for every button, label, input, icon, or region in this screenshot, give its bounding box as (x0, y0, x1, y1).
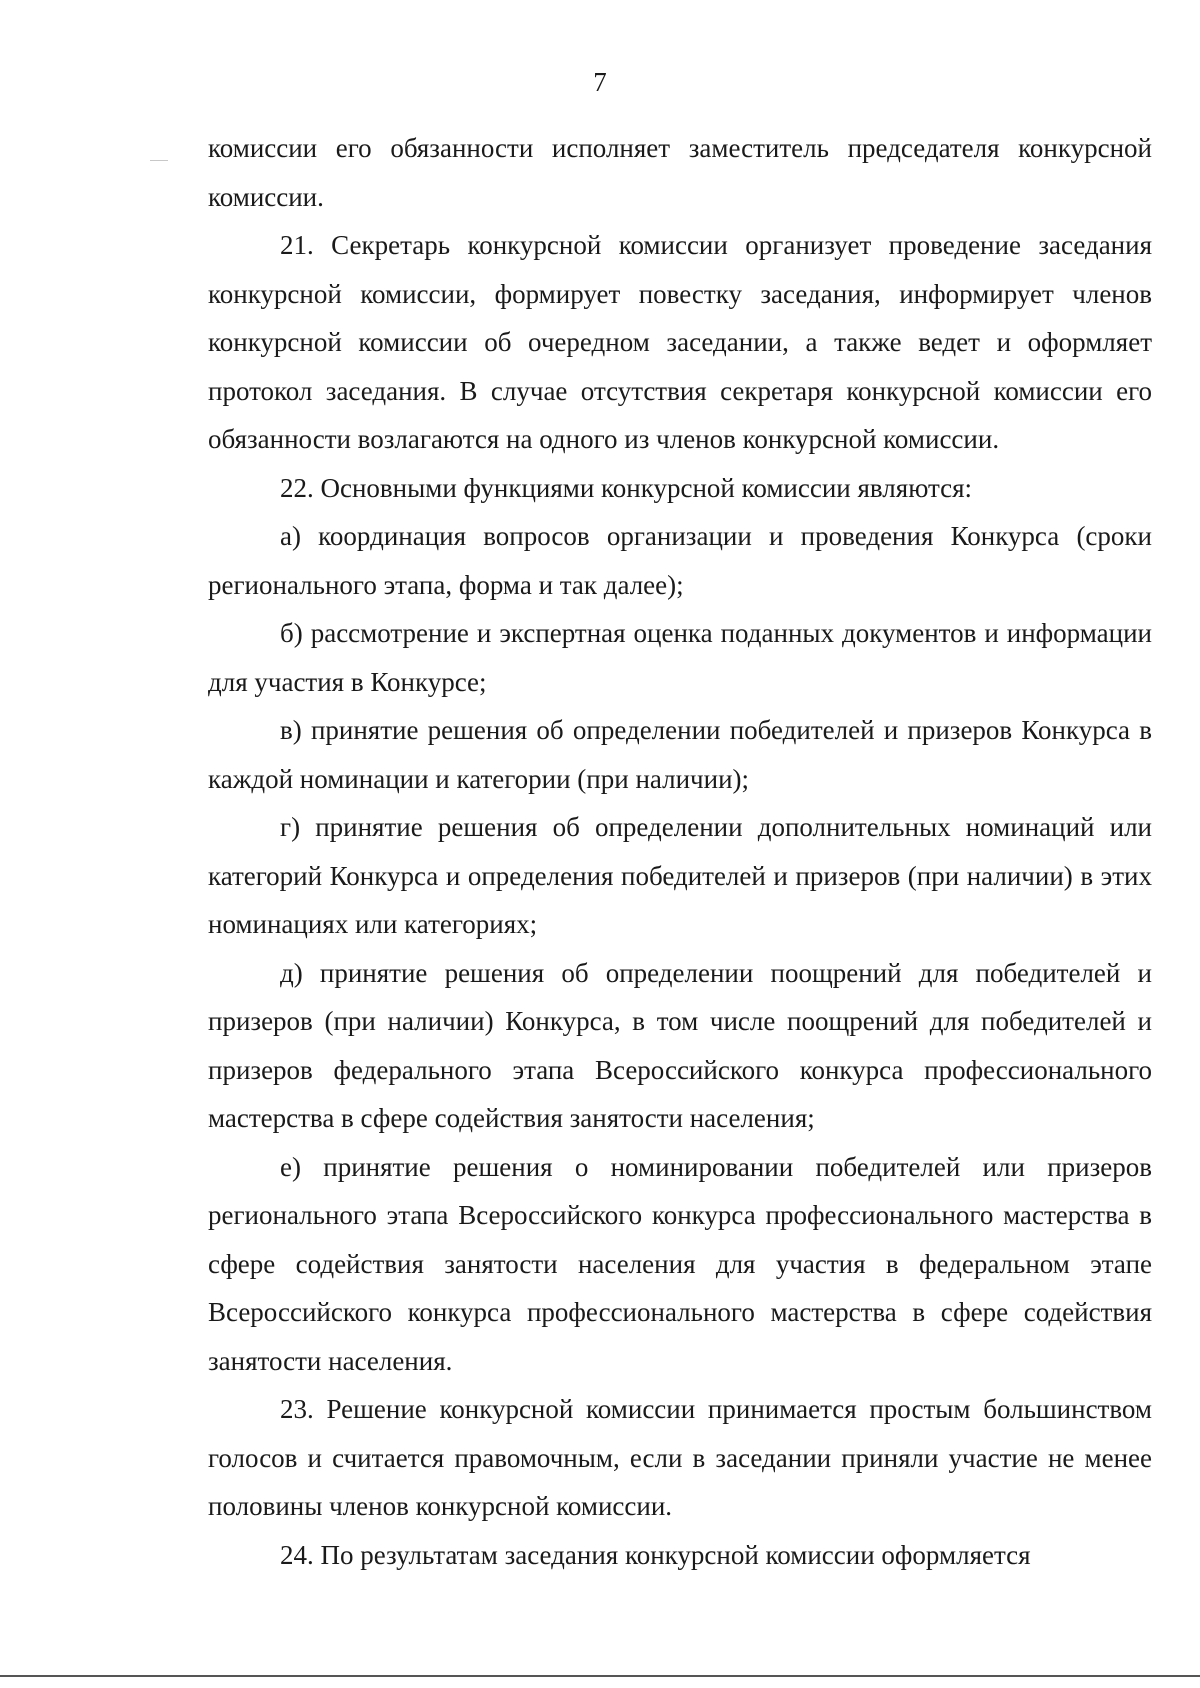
list-item-v: в) принятие решения об определении победителей и призеров Конкурса в каждой номинации и категории (при наличии); (208, 715, 1152, 794)
document-body (208, 124, 1152, 1579)
list-item-e: е) принятие решения о номинировании победителей или призеров регионального этапа Всероссийского конкурса профессионального мастерства в сфере содействия занятости населения для участия в федеральном этапе Всероссийского конкурса профессионального мастерства в сфере содействия занятости населения. (208, 1151, 1152, 1376)
paragraph-continuation: комиссии его обязанности исполняет заместитель председателя конкурсной комиссии. (208, 133, 1152, 212)
paragraph-21: 21. Секретарь конкурсной комиссии организует проведение заседания конкурсной комиссии, формирует повестку заседания, информирует членов конкурсной комиссии об очередном заседании, а также ведет и оформляет протокол заседания. В случае отсутствия секретаря конкурсной комиссии его обязанности возлагаются на одного из членов конкурсной комиссии. (208, 230, 1152, 454)
page-number: 7 (593, 67, 607, 97)
paragraph-24: 24. По результатам заседания конкурсной комиссии оформляется (280, 1539, 1031, 1570)
list-item-a: а) координация вопросов организации и проведения Конкурса (сроки регионального этапа, форма и так далее); (208, 521, 1152, 600)
list-item-b: б) рассмотрение и экспертная оценка поданных документов и информации для участия в Конкурсе; (208, 618, 1152, 697)
list-item-d: д) принятие решения об определении поощрений для победителей и призеров (при наличии) Конкурса, в том числе поощрений для победителей и призеров федерального этапа Всероссийского конкурса профессионального мастерства в сфере содействия занятости населения; (208, 957, 1152, 1133)
bottom-edge-line (0, 1675, 1200, 1677)
scan-artifact (150, 160, 168, 161)
list-item-g: г) принятие решения об определении дополнительных номинаций или категорий Конкурса и определения победителей и призеров (при наличии) в этих номинациях или категориях; (208, 812, 1152, 939)
paragraph-22: 22. Основными функциями конкурсной комиссии являются: (280, 472, 973, 503)
paragraph-23: 23. Решение конкурсной комиссии принимается простым большинством голосов и считается правомочным, если в заседании приняли участие не менее половины членов конкурсной комиссии. (208, 1394, 1152, 1521)
